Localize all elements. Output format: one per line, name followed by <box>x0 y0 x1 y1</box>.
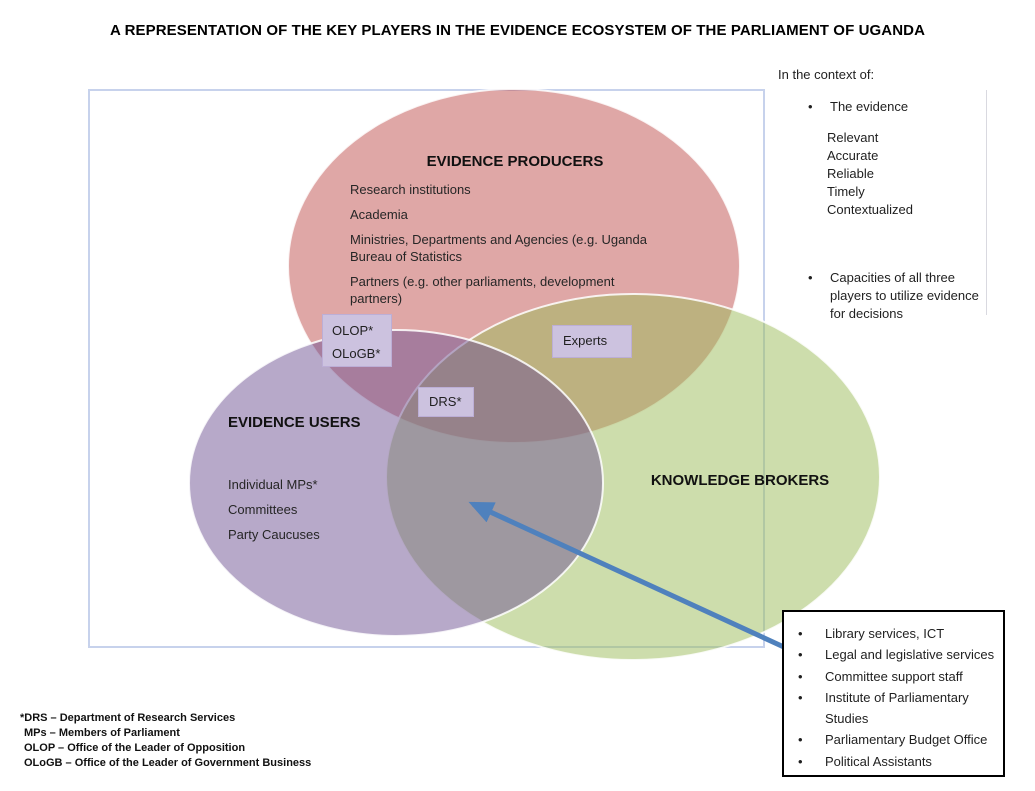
broker-service-label: Committee support staff <box>825 668 963 684</box>
producers-item: Research institutions <box>350 182 471 197</box>
broker-service-item <box>784 623 997 644</box>
bullet-icon: • <box>798 689 803 705</box>
context-bullet-evidence-label: The evidence <box>830 99 909 114</box>
producers-item: Partners (e.g. other parliaments, development partners) <box>350 274 615 306</box>
users-item: Party Caucuses <box>228 527 320 542</box>
bullet-icon: • <box>798 753 803 769</box>
ologb-label: OLoGB* <box>332 346 381 361</box>
evidence-quality: Contextualized <box>827 202 913 217</box>
broker-service-item <box>784 729 997 750</box>
broker-service-label: Parliamentary Budget Office <box>825 732 988 748</box>
users-item: Individual MPs* <box>228 477 318 492</box>
broker-service-item <box>784 687 997 730</box>
broker-service-label: Political Assistants <box>825 753 932 769</box>
evidence-quality: Relevant <box>827 130 879 145</box>
bullet-icon: • <box>798 626 803 641</box>
users-item: Committees <box>228 502 298 517</box>
broker-service-label: Institute of Parliamentary Studies <box>825 689 969 727</box>
footnote: *DRS – Department of Research Services <box>20 712 236 724</box>
experts-label: Experts <box>563 333 608 348</box>
broker-service-label: Legal and legislative services <box>825 647 995 663</box>
broker-service-item <box>784 751 997 772</box>
bullet-icon: • <box>798 732 803 748</box>
context-heading: In the context of: <box>778 67 875 82</box>
bullet-icon: • <box>798 668 803 684</box>
olop-label: OLOP* <box>332 323 374 338</box>
bullet-icon: • <box>808 270 813 285</box>
bullet-icon: • <box>808 99 813 114</box>
arrow-line <box>473 504 786 648</box>
evidence-quality: Accurate <box>827 148 879 163</box>
bullet-icon: • <box>798 647 803 663</box>
broker-services-box <box>782 610 1005 777</box>
footnote: OLoGB – Office of the Leader of Government Business <box>24 757 312 769</box>
evidence-quality: Timely <box>827 184 865 199</box>
page-title: A REPRESENTATION OF THE KEY PLAYERS IN THE EVIDENCE ECOSYSTEM OF THE PARLIAMENT OF UGANDA <box>109 22 926 39</box>
evidence-quality: Reliable <box>827 166 874 181</box>
footnote: OLOP – Office of the Leader of Opposition <box>24 742 246 754</box>
brokers-heading: KNOWLEDGE BROKERS <box>650 472 830 489</box>
drs-label: DRS* <box>429 394 462 409</box>
broker-service-item <box>784 644 997 665</box>
broker-service-label: Library services, ICT <box>825 626 945 641</box>
broker-service-item <box>784 666 997 687</box>
users-heading: EVIDENCE USERS <box>228 414 361 431</box>
producers-heading: EVIDENCE PRODUCERS <box>426 153 604 170</box>
footnote: MPs – Members of Parliament <box>24 727 180 739</box>
producers-item: Ministries, Departments and Agencies (e.g. Uganda Bureau of Statistics <box>350 232 647 264</box>
context-bullet-capacities-label: Capacities of all three players to utilize evidence for decisions <box>830 270 979 321</box>
producers-item: Academia <box>350 207 408 222</box>
